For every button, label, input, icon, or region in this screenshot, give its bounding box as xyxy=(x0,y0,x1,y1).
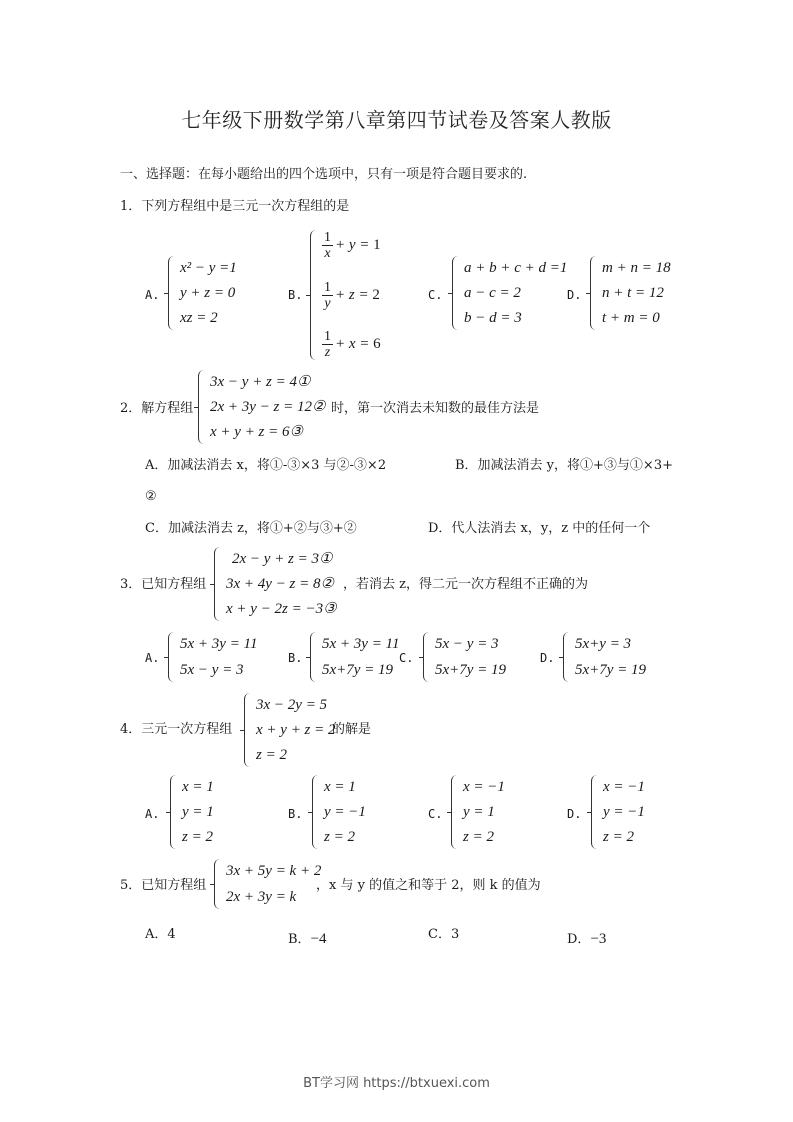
equation: z = 2 xyxy=(182,829,213,845)
equation: 5x + 3y = 11 xyxy=(322,636,400,652)
equation: n + t = 12 xyxy=(602,285,664,301)
equation: $\frac{1}{z}$ + x = 6 xyxy=(324,329,381,360)
question-4-suffix: 的解是 xyxy=(332,722,372,737)
equation: x = −1 xyxy=(463,779,505,795)
question-5-suffix: ，x 与 y 的值之和等于 2，则 k 的值为 xyxy=(316,878,541,893)
q4-option-b-label: B. xyxy=(288,807,303,821)
q4-option-d-label: D. xyxy=(567,807,582,821)
equation: 5x+7y = 19 xyxy=(322,662,394,678)
question-3-prefix: 3．已知方程组 xyxy=(120,577,207,592)
equation: 5x+7y = 19 xyxy=(435,662,507,678)
brace-icon xyxy=(563,632,572,682)
brace-icon xyxy=(451,775,460,849)
question-5-prefix: 5．已知方程组 xyxy=(120,878,207,893)
equation: 3x − y + z = 4① xyxy=(210,374,311,390)
equation: 5x + 3y = 11 xyxy=(180,636,258,652)
q4-option-a-system xyxy=(170,775,214,849)
equation: a − c = 2 xyxy=(464,285,521,301)
equation: x = 1 xyxy=(182,779,214,795)
equation: 3x − 2y = 5 xyxy=(256,697,328,713)
equation: x + y + z = 2 xyxy=(256,722,336,738)
brace-icon xyxy=(310,230,319,360)
equation: 2x − y + z = 3① xyxy=(232,551,333,567)
q2-option-b-continued: ② xyxy=(145,489,157,504)
q2-option-d: D．代人法消去 x，y，z 中的任何一个 xyxy=(428,521,651,536)
q4-option-d-system xyxy=(591,775,645,849)
q4-option-c-label: C. xyxy=(428,807,443,821)
q1-option-a-system xyxy=(168,256,237,330)
equation: z = 2 xyxy=(603,829,634,845)
brace-icon xyxy=(312,775,321,849)
question-2-prefix: 2．解方程组 xyxy=(120,401,194,416)
q5-option-c: C．3 xyxy=(428,927,460,942)
equation: 5x − y = 3 xyxy=(180,662,244,678)
equation: a + b + c + d =1 xyxy=(464,260,568,276)
q5-system xyxy=(214,859,321,909)
equation: 3x + 5y = k + 2 xyxy=(226,863,322,879)
equation: 5x+y = 3 xyxy=(575,636,632,652)
q5-option-b: B．−4 xyxy=(288,931,327,947)
equation: 2x + 3y = k xyxy=(226,889,297,905)
question-1-stem: 1．下列方程组中是三元一次方程组的是 xyxy=(120,199,350,214)
q5-option-d: D．−3 xyxy=(567,931,607,947)
equation: y = 1 xyxy=(182,804,214,820)
q2-option-c: C．加减法消去 z，将①+②与③+② xyxy=(145,521,357,536)
equation: t + m = 0 xyxy=(602,310,660,326)
equation: x + y − 2z = −3③ xyxy=(226,601,337,617)
equation: y = −1 xyxy=(324,804,366,820)
q1-option-d-system xyxy=(590,256,671,330)
q1-option-c-system xyxy=(452,256,567,330)
q3-option-a-label: A. xyxy=(145,651,160,665)
equation: $\frac{1}{y}$ + z = 2 xyxy=(324,279,380,311)
q2-option-b: B．加减法消去 y，将①+③与①×3+ xyxy=(455,458,673,473)
equation: x = 1 xyxy=(324,779,356,795)
equation: z = 2 xyxy=(463,829,494,845)
q3-option-b-label: B. xyxy=(288,651,303,665)
equation: m + n = 18 xyxy=(602,260,671,276)
equation: $\frac{1}{x}$ + y = 1 xyxy=(324,230,381,261)
q3-option-c-system xyxy=(423,632,506,682)
q4-option-c-system xyxy=(451,775,505,849)
document-title: 七年级下册数学第八章第四节试卷及答案人教版 xyxy=(181,108,612,132)
equation: y = −1 xyxy=(603,804,645,820)
brace-icon xyxy=(310,632,319,682)
section-heading: 一、选择题：在每小题给出的四个选项中，只有一项是符合题目要求的. xyxy=(120,167,528,182)
equation: 5x − y = 3 xyxy=(435,636,499,652)
equation: y = 1 xyxy=(463,804,495,820)
equation: y + z = 0 xyxy=(180,285,236,301)
equation: z = 2 xyxy=(324,829,355,845)
equation: z = 2 xyxy=(256,747,287,763)
brace-icon xyxy=(591,775,600,849)
brace-icon xyxy=(452,256,461,330)
q4-system xyxy=(244,693,336,767)
equation: 5x+7y = 19 xyxy=(575,662,647,678)
q1-option-d-label: D. xyxy=(567,288,582,302)
brace-icon xyxy=(198,370,207,444)
equation: xz = 2 xyxy=(180,310,218,326)
footer-watermark: BT学习网 https://btxuexi.com xyxy=(303,1076,490,1091)
question-2-suffix: 时，第一次消去未知数的最佳方法是 xyxy=(331,401,540,416)
q3-system xyxy=(214,547,337,621)
equation: b − d = 3 xyxy=(464,310,522,326)
q3-option-d-system xyxy=(563,632,646,682)
equation: x + y + z = 6③ xyxy=(210,424,303,440)
q1-option-b-label: B. xyxy=(288,288,303,302)
q5-option-a: A．4 xyxy=(145,927,176,942)
brace-icon xyxy=(168,256,177,330)
q2-system xyxy=(198,370,325,444)
question-3-suffix: ，若消去 z，得二元一次方程组不正确的为 xyxy=(343,577,588,592)
question-4-prefix: 4．三元一次方程组 xyxy=(120,722,233,737)
q4-option-a-label: A. xyxy=(145,807,160,821)
brace-icon xyxy=(423,632,432,682)
equation: 2x + 3y − z = 12② xyxy=(210,399,326,415)
equation: x = −1 xyxy=(603,779,645,795)
brace-icon xyxy=(214,547,223,621)
brace-icon xyxy=(214,859,223,909)
equation: x² − y =1 xyxy=(180,260,237,276)
brace-icon xyxy=(244,693,253,767)
brace-icon xyxy=(168,632,177,682)
q1-option-c-label: C. xyxy=(428,288,443,302)
q1-option-b-system xyxy=(310,230,381,360)
brace-icon xyxy=(170,775,179,849)
q3-option-b-system xyxy=(310,632,399,682)
equation: 3x + 4y − z = 8② xyxy=(226,576,334,592)
q2-option-a: A．加减法消去 x，将①-③×3 与②-③×2 xyxy=(145,458,387,473)
brace-icon xyxy=(590,256,599,330)
q3-option-c-label: C. xyxy=(399,651,414,665)
q3-option-a-system xyxy=(168,632,257,682)
q4-option-b-system xyxy=(312,775,366,849)
q1-option-a-label: A. xyxy=(145,288,160,302)
q3-option-d-label: D. xyxy=(540,651,555,665)
